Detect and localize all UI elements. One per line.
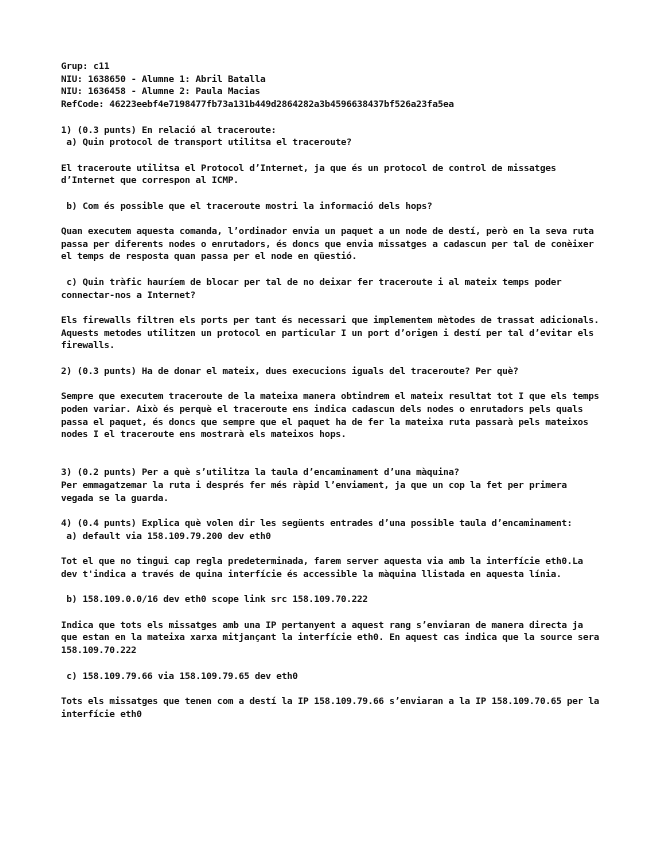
q1-a-answer: El traceroute utilitsa el Protocol d’Internet, ja que és un protocol de control de missatges d’Internet que correspon al ICMP. [61,162,562,187]
q1-a-question: a) Quin protocol de transport utilitsa el traceroute? [61,137,352,149]
q1-c-answer: Els firewalls filtren els ports per tant és necessari que implementem mètodes de trassat adicionals. Aquests metodes utilitzen un protocol en particular I un port d’origen i destí per tal d’evitar els firewalls. [61,314,605,352]
q1-b-question: b) Com és possible que el traceroute mostri la informació dels hops? [61,200,433,212]
student-1-line: NIU: 1638650 - Alumne 1: Abril Batalla [61,73,266,85]
q1-title: 1) (0.3 punts) En relació al traceroute: [61,124,277,136]
q4-a-answer: Tot el que no tingui cap regla predeterminada, farem server aquesta via amb la interfície eth0.La dev t'indica a través de quina interfície és accessible la màquina llistada en aquesta línia. [61,556,589,580]
q3-title: 3) (0.2 punts) Per a què s’utilitza la taula d’encaminament d’una màquina? [61,467,460,479]
q1-c-question: c) Quin tràfic hauríem de blocar per tal de no deixar fer traceroute i al mateix temps poder connectar-nos a Internet? [61,276,567,301]
q4-c-answer: Tots els missatges que tenen com a destí la IP 158.109.79.66 s’enviaran a la IP 158.109.70.65 per la interfície eth0 [61,695,605,720]
q4-title: 4) (0.4 punts) Explica què volen dir les següents entrades d’una possible taula d’encaminament: [61,518,573,530]
q4-c-question: c) 158.109.79.66 via 158.109.79.65 dev eth0 [61,670,298,682]
q1-b-answer: Quan executem aquesta comanda, l’ordinador envia un paquet a un node de destí, però en la seva ruta passa per diferents nodes o enrutadors, és doncs que envia missatges a cadascun per tal de conèixer el temps de resposta quan passa per el node en qüestió. [61,226,600,263]
q2-answer: Sempre que executem traceroute de la mateixa manera obtindrem el mateix resultat tot I que els temps poden variar. Això és perquè el traceroute ens indica cadascun dels nodes o enrutadors pels quals passa el paquet, és doncs que sempre que el paquet ha de fer la mateixa ruta passarà pels mateixos nodes I el traceroute ens mostrarà els mateixos hops. [61,391,605,441]
q3-answer: Per emmagatzemar la ruta i després fer més ràpid l’enviament, ja que un cop la fet per primera vegada se la guarda. [61,480,573,504]
group-line: Grup: c11 [61,61,110,72]
q4-a-question: a) default via 158.109.79.200 dev eth0 [61,530,271,542]
refcode-line: RefCode: 46223eebf4e7198477fb73a131b449d2864282a3b4596638437bf526a23fa5ea [61,99,454,111]
q4-b-answer: Indica que tots els missatges amb una IP pertanyent a aquest rang s’enviaran de manera directa ja que estan en la mateixa xarxa mitjançant la interfície eth0. En aquest cas indica que la source sera 158.109.70.222 [61,619,605,657]
student-2-line: NIU: 1636458 - Alumne 2: Paula Macias [61,86,261,98]
q4-b-question: b) 158.109.0.0/16 dev eth0 scope link src 158.109.70.222 [61,594,368,606]
document-page [61,61,605,721]
q2-title: 2) (0.3 punts) Ha de donar el mateix, dues execucions iguals del traceroute? Per què? [61,365,519,377]
